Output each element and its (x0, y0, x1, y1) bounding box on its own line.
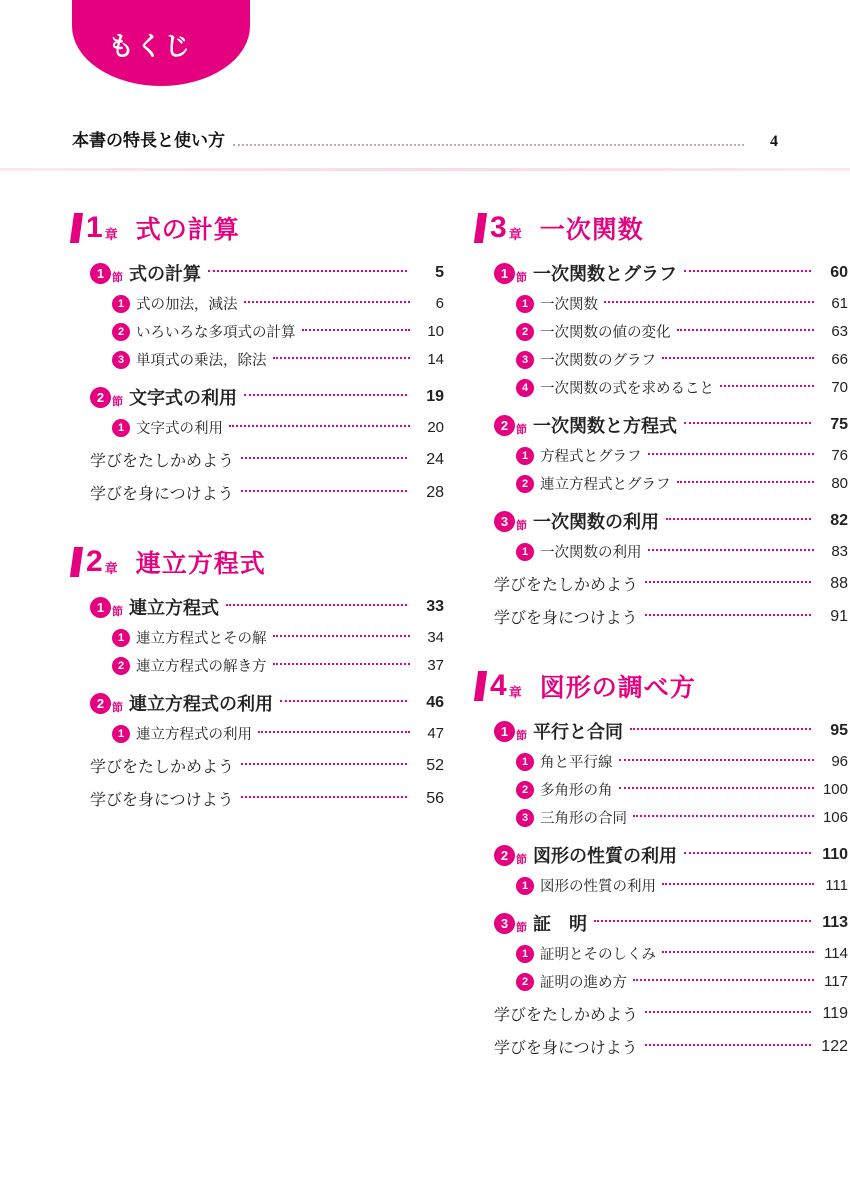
leader-dots (233, 143, 744, 146)
item-number-badge: 1 (516, 295, 534, 313)
chapter-accent-bar (70, 213, 83, 243)
item-page-number: 6 (435, 295, 444, 312)
section-page-number: 82 (830, 512, 848, 529)
intro-entry-label: 本書の特長と使い方 (72, 131, 225, 150)
section-title: 連立方程式 (129, 598, 219, 618)
item-row[interactable] (516, 377, 848, 398)
item-page-number: 117 (824, 973, 848, 990)
review-title: 学びを身につけよう (90, 486, 234, 503)
item-page-number: 70 (831, 379, 848, 396)
item-row[interactable] (112, 417, 444, 438)
review-page-number: 122 (821, 1037, 848, 1055)
leader-dots (229, 424, 410, 427)
section-title: 文字式の利用 (129, 388, 237, 408)
chapter-number: 4 (490, 669, 507, 702)
item-page-number: 111 (825, 877, 848, 894)
leader-dots (662, 356, 814, 359)
item-row[interactable] (112, 655, 444, 676)
section-title: 一次関数と方程式 (533, 416, 677, 436)
item-row[interactable] (516, 751, 848, 772)
item-title: 多角形の角 (540, 783, 613, 799)
item-title: 一次関数の利用 (540, 545, 642, 561)
leader-dots (662, 882, 814, 885)
item-number-badge: 2 (112, 657, 130, 675)
leader-dots (677, 480, 815, 483)
review-page-number: 52 (426, 756, 444, 774)
leader-dots (302, 328, 411, 331)
chapter-unit-label: 章 (508, 685, 522, 700)
item-title: 連立方程式の解き方 (136, 659, 267, 675)
chapter-heading[interactable] (476, 210, 848, 246)
item-number-badge: 2 (516, 323, 534, 341)
item-title: 一次関数のグラフ (540, 353, 656, 369)
item-title: 三角形の合同 (540, 811, 627, 827)
review-row[interactable] (90, 754, 444, 777)
leader-dots (273, 662, 411, 665)
item-row[interactable] (516, 779, 848, 800)
leader-dots (720, 384, 814, 387)
leader-dots (258, 730, 410, 733)
review-row[interactable] (494, 1002, 848, 1025)
leader-dots (241, 456, 407, 459)
leader-dots (630, 727, 811, 730)
leader-dots (662, 950, 814, 953)
chapter-accent-bar (474, 671, 487, 701)
review-title: 学びをたしかめよう (494, 577, 639, 594)
section-page-number: 110 (822, 846, 848, 863)
item-row[interactable] (516, 971, 848, 992)
item-number-badge: 3 (516, 809, 534, 827)
item-number-badge: 1 (516, 543, 534, 561)
chapter-title: 式の計算 (135, 216, 240, 244)
item-number-badge: 2 (516, 973, 534, 991)
chapter-accent-bar (474, 213, 487, 243)
section-number-badge: 1 (494, 721, 515, 742)
chapter-spacer (72, 820, 444, 830)
item-row[interactable] (112, 627, 444, 648)
item-row[interactable] (112, 723, 444, 744)
review-title: 学びを身につけよう (494, 1040, 638, 1057)
leader-dots (648, 548, 815, 551)
leader-dots (684, 421, 811, 424)
section-title: 平行と合同 (533, 722, 623, 742)
item-number-badge: 2 (516, 781, 534, 799)
intro-entry-page: 4 (770, 133, 778, 150)
item-page-number: 34 (427, 629, 444, 646)
section-row[interactable] (494, 910, 848, 936)
leader-dots (633, 814, 814, 817)
chapter-heading[interactable] (72, 210, 444, 246)
item-number-badge: 1 (112, 725, 130, 743)
item-title: 連立方程式とその解 (136, 631, 267, 647)
item-page-number: 96 (831, 753, 848, 770)
item-page-number: 83 (831, 543, 848, 560)
item-page-number: 20 (427, 419, 444, 436)
review-row[interactable] (90, 448, 444, 471)
section-number-badge: 2 (494, 415, 515, 436)
review-page-number: 88 (830, 574, 848, 592)
item-page-number: 10 (427, 323, 444, 340)
section-title: 証 明 (533, 914, 587, 934)
leader-dots (241, 795, 407, 798)
item-page-number: 63 (831, 323, 848, 340)
section-number-badge: 1 (90, 597, 111, 618)
item-page-number: 37 (427, 657, 444, 674)
review-page-number: 119 (822, 1004, 848, 1022)
section-unit-label: 節 (516, 272, 527, 284)
chapter-block (72, 210, 444, 504)
item-number-badge: 3 (516, 351, 534, 369)
item-number-badge: 1 (516, 877, 534, 895)
section-row[interactable] (90, 260, 444, 286)
section-number-badge: 2 (90, 387, 111, 408)
item-title: 文字式の利用 (136, 421, 223, 437)
review-title: 学びをたしかめよう (90, 759, 235, 776)
item-page-number: 66 (831, 351, 848, 368)
section-page-number: 46 (426, 694, 444, 711)
page-header (0, 0, 850, 86)
section-unit-label: 節 (516, 922, 527, 934)
section-number-badge: 2 (494, 845, 515, 866)
header-divider (0, 168, 850, 171)
section-page-number: 95 (830, 722, 848, 739)
chapter-number: 1 (86, 211, 103, 244)
item-page-number: 80 (831, 475, 848, 492)
chapter-number: 2 (86, 545, 103, 578)
item-number-badge: 2 (516, 475, 534, 493)
item-title: 一次関数 (540, 297, 598, 313)
item-title: 方程式とグラフ (540, 449, 642, 465)
item-row[interactable] (516, 473, 848, 494)
section-row[interactable] (494, 260, 848, 286)
item-row[interactable] (516, 943, 848, 964)
section-page-number: 60 (830, 264, 848, 281)
leader-dots (633, 978, 814, 981)
section-title: 連立方程式の利用 (129, 694, 273, 714)
chapter-title: 図形の調べ方 (539, 674, 696, 702)
review-row[interactable] (494, 1035, 848, 1058)
section-unit-label: 節 (516, 730, 527, 742)
item-page-number: 100 (822, 781, 848, 798)
section-page-number: 75 (830, 416, 848, 433)
item-page-number: 14 (427, 351, 444, 368)
leader-dots (208, 269, 407, 272)
leader-dots (645, 1043, 811, 1046)
leader-dots (226, 603, 407, 606)
section-title: 一次関数とグラフ (533, 264, 677, 284)
section-page-number: 19 (426, 388, 444, 405)
leader-dots (619, 786, 815, 789)
item-title: 証明とそのしくみ (540, 947, 656, 963)
leader-dots (241, 489, 407, 492)
chapter-heading[interactable] (476, 668, 848, 704)
chapter-number: 3 (490, 211, 507, 244)
chapter-spacer (476, 638, 848, 648)
section-unit-label: 節 (516, 520, 527, 532)
section-number-badge: 1 (90, 263, 111, 284)
item-row[interactable] (112, 321, 444, 342)
leader-dots (645, 580, 811, 583)
item-title: 図形の性質の利用 (540, 879, 656, 895)
section-row[interactable] (494, 842, 848, 868)
item-row[interactable] (516, 875, 848, 896)
item-title: 単項式の乗法，除法 (136, 353, 267, 369)
chapter-block (72, 544, 444, 810)
section-page-number: 113 (822, 914, 848, 931)
section-page-number: 33 (426, 598, 444, 615)
leader-dots (594, 919, 811, 922)
item-row[interactable] (516, 541, 848, 562)
leader-dots (684, 851, 811, 854)
chapter-unit-label: 章 (104, 227, 118, 242)
section-number-badge: 2 (90, 693, 111, 714)
leader-dots (273, 356, 411, 359)
item-page-number: 106 (822, 809, 848, 826)
section-unit-label: 節 (112, 396, 123, 408)
item-title: 角と平行線 (540, 755, 613, 771)
item-number-badge: 1 (516, 945, 534, 963)
item-row[interactable] (516, 321, 848, 342)
item-row[interactable] (516, 349, 848, 370)
chapter-spacer (476, 1068, 848, 1078)
section-unit-label: 節 (112, 606, 123, 618)
chapter-heading[interactable] (72, 544, 444, 580)
review-row[interactable] (494, 605, 848, 628)
item-number-badge: 1 (516, 447, 534, 465)
review-page-number: 91 (830, 607, 848, 625)
section-unit-label: 節 (112, 702, 123, 714)
item-row[interactable] (516, 293, 848, 314)
chapter-unit-label: 章 (508, 227, 522, 242)
leader-dots (684, 269, 811, 272)
leader-dots (645, 1010, 811, 1013)
review-row[interactable] (90, 787, 444, 810)
item-number-badge: 3 (112, 351, 130, 369)
chapter-block (476, 210, 848, 628)
chapter-spacer (72, 514, 444, 524)
leader-dots (677, 328, 815, 331)
toc-columns (0, 190, 850, 1078)
item-row[interactable] (516, 445, 848, 466)
item-number-badge: 1 (112, 629, 130, 647)
leader-dots (273, 634, 411, 637)
item-title: 一次関数の式を求めること (540, 381, 714, 397)
item-row[interactable] (112, 349, 444, 370)
item-number-badge: 1 (112, 419, 130, 437)
section-row[interactable] (90, 384, 444, 410)
chapter-title: 一次関数 (539, 216, 644, 244)
section-unit-label: 節 (516, 424, 527, 436)
section-row[interactable] (494, 718, 848, 744)
leader-dots (244, 300, 411, 303)
section-title: 一次関数の利用 (533, 512, 659, 532)
chapter-accent-bar (70, 547, 83, 577)
item-page-number: 61 (831, 295, 848, 312)
item-page-number: 114 (824, 945, 848, 962)
leader-dots (604, 300, 814, 303)
section-number-badge: 3 (494, 511, 515, 532)
chapter-title: 連立方程式 (135, 550, 266, 578)
section-title: 図形の性質の利用 (533, 846, 677, 866)
review-page-number: 28 (426, 483, 444, 501)
item-number-badge: 2 (112, 323, 130, 341)
leader-dots (666, 517, 811, 520)
leader-dots (241, 762, 407, 765)
item-number-badge: 4 (516, 379, 534, 397)
toc-column-right (476, 190, 848, 1078)
leader-dots (244, 393, 407, 396)
section-title: 式の計算 (129, 264, 201, 284)
chapter-unit-label: 章 (104, 561, 118, 576)
item-title: 証明の進め方 (540, 975, 627, 991)
section-row[interactable] (90, 594, 444, 620)
item-title: 式の加法，減法 (136, 297, 238, 313)
item-page-number: 76 (831, 447, 848, 464)
item-title: 連立方程式とグラフ (540, 477, 671, 493)
section-page-number: 5 (435, 264, 444, 281)
leader-dots (645, 613, 811, 616)
section-row[interactable] (90, 690, 444, 716)
item-row[interactable] (112, 293, 444, 314)
leader-dots (619, 758, 815, 761)
review-title: 学びをたしかめよう (90, 453, 235, 470)
section-row[interactable] (494, 412, 848, 438)
item-page-number: 47 (427, 725, 444, 742)
intro-entry[interactable] (72, 126, 778, 151)
section-number-badge: 3 (494, 913, 515, 934)
review-row[interactable] (494, 572, 848, 595)
section-number-badge: 1 (494, 263, 515, 284)
review-row[interactable] (90, 481, 444, 504)
item-title: 一次関数の値の変化 (540, 325, 671, 341)
item-number-badge: 1 (516, 753, 534, 771)
leader-dots (280, 699, 407, 702)
review-title: 学びをたしかめよう (494, 1007, 639, 1024)
item-title: いろいろな多項式の計算 (136, 325, 296, 341)
review-title: 学びを身につけよう (494, 610, 638, 627)
page-title: もくじ (108, 31, 193, 61)
item-title: 連立方程式の利用 (136, 727, 252, 743)
toc-column-left (72, 190, 444, 1078)
section-unit-label: 節 (112, 272, 123, 284)
review-page-number: 56 (426, 789, 444, 807)
review-page-number: 24 (426, 450, 444, 468)
section-row[interactable] (494, 508, 848, 534)
item-number-badge: 1 (112, 295, 130, 313)
leader-dots (648, 452, 815, 455)
review-title: 学びを身につけよう (90, 792, 234, 809)
section-unit-label: 節 (516, 854, 527, 866)
item-row[interactable] (516, 807, 848, 828)
chapter-block (476, 668, 848, 1058)
